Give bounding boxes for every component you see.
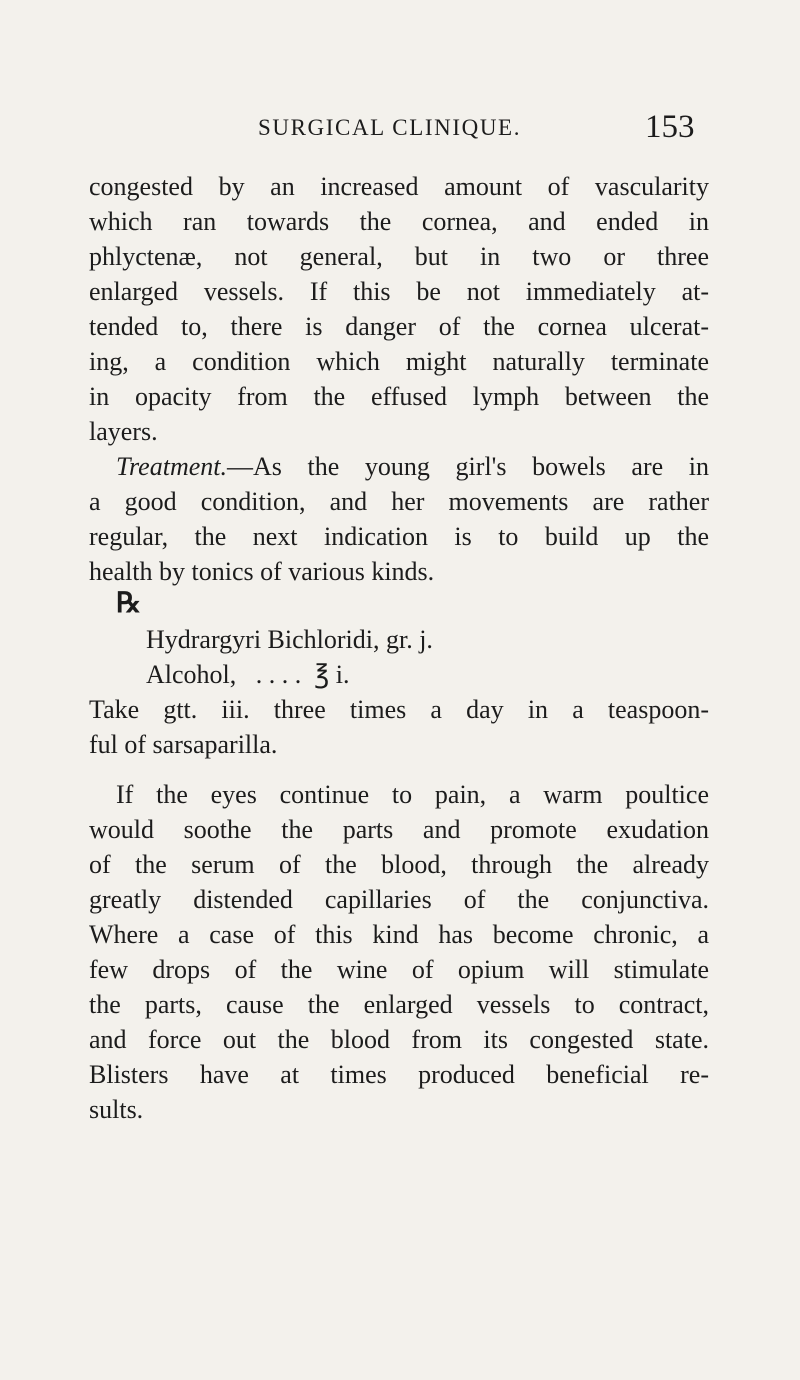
text-line: the parts, cause the enlarged vessels to contract, (89, 990, 709, 1019)
text-line: greatly distended capillaries of the conjunctiva. (89, 885, 709, 914)
text-line: regular, the next indication is to build up the (89, 522, 709, 551)
text-line: which ran towards the cornea, and ended in (89, 207, 709, 236)
text-span: —As the young girl's bowels are in (226, 452, 709, 481)
page-number: 153 (645, 109, 695, 145)
text-line: tended to, there is danger of the cornea ulcerat- (89, 312, 709, 341)
text-line: health by tonics of various kinds. (89, 557, 435, 586)
text-line: in opacity from the effused lymph between the (89, 382, 709, 411)
running-title: SURGICAL CLINIQUE. (258, 115, 522, 140)
text-line: Where a case of this kind has become chronic, a (89, 920, 709, 949)
text-line: Blisters have at times produced beneficial re- (89, 1060, 709, 1089)
text-line: If the eyes continue to pain, a warm poultice (116, 780, 709, 809)
section-label: Treatment. (116, 452, 227, 481)
text-line: ful of sarsaparilla. (89, 730, 278, 759)
text-line: of the serum of the blood, through the already (89, 850, 709, 879)
formula-line: Alcohol, . . . . ℥ i. (146, 660, 350, 689)
text-line: ing, a condition which might naturally terminate (89, 347, 709, 376)
prescription-symbol: ℞ (116, 588, 142, 619)
text-line: and force out the blood from its congested state. (89, 1025, 709, 1054)
text-line: a good condition, and her movements are rather (89, 487, 709, 516)
text-line: would soothe the parts and promote exudation (89, 815, 709, 844)
text-line: congested by an increased amount of vascularity (89, 172, 709, 201)
text-line: phlyctenæ, not general, but in two or three (89, 242, 709, 271)
text-line: few drops of the wine of opium will stimulate (89, 955, 709, 984)
formula-line: Hydrargyri Bichloridi, gr. j. (146, 625, 433, 654)
text-line: Take gtt. iii. three times a day in a teaspoon- (89, 695, 709, 724)
text-line: layers. (89, 417, 158, 446)
running-head (0, 109, 800, 153)
text-line: enlarged vessels. If this be not immediately at- (89, 277, 709, 306)
text-line: sults. (89, 1095, 144, 1124)
text-line (116, 450, 709, 484)
